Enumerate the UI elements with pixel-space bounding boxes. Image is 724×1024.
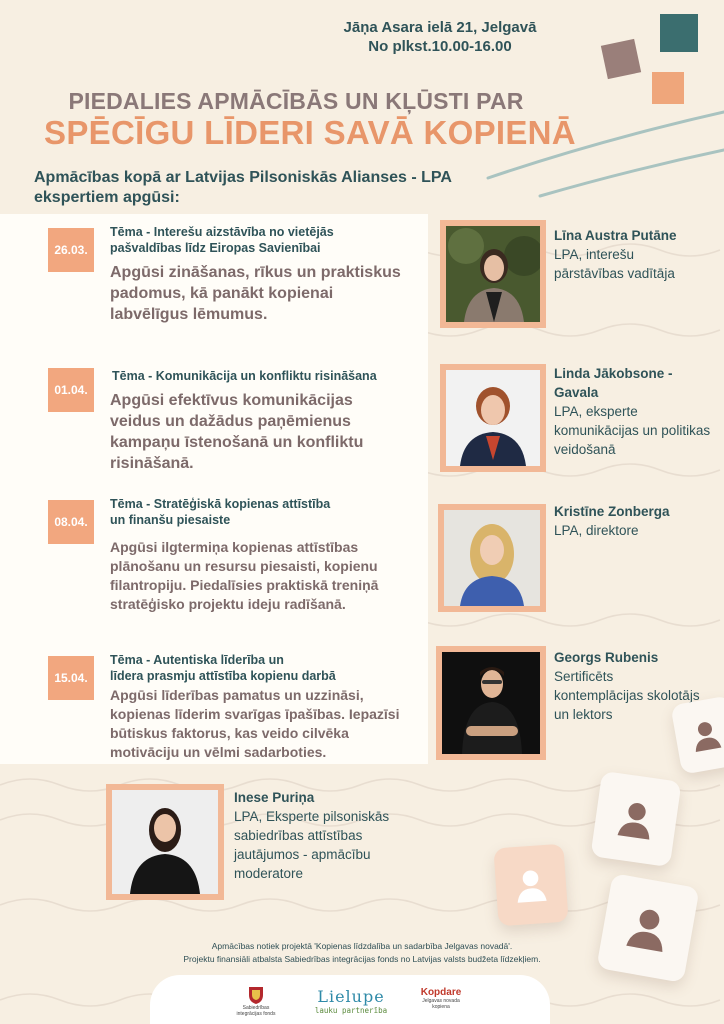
session-description-line: būtiskus faktorus, kas veido cilvēka	[110, 725, 349, 741]
address-line: Jāņa Asara ielā 21, Jelgavā	[343, 19, 537, 36]
session-topic	[110, 496, 410, 528]
session-description-line: Apgūsi līderības pamatus un uzzināsi,	[110, 687, 364, 703]
session-description-line: veidus un dažādus paņēmienus	[110, 413, 351, 430]
session-topic	[110, 224, 410, 256]
person-name	[554, 364, 724, 402]
person-icon	[511, 865, 552, 906]
person-photo-frame	[106, 784, 224, 900]
session-date-badge: 26.03.	[48, 228, 94, 272]
person-role-line: sabiedrības attīstības	[234, 828, 363, 843]
decorative-person-cube	[493, 844, 568, 927]
kopdare-logo-subtext: Jelgavas novada kopiena	[422, 998, 460, 1010]
person-role-line: kontemplācijas skolotājs	[554, 688, 700, 703]
sif-logo-text: Sabiedrības integrācijas fonds	[236, 1005, 276, 1017]
session-description-line: Apgūsi ilgtermiņa kopienas attīstības	[110, 539, 359, 555]
session-description-line: stratēģisko projektu ideju radīšanā.	[110, 596, 346, 612]
decorative-person-cube	[596, 873, 699, 983]
session-topic-line: Tēma - Stratēģiskā kopienas attīstība	[110, 497, 331, 511]
person-role-line: moderatore	[234, 866, 304, 881]
person-icon	[686, 715, 724, 754]
person-silhouette-icon	[446, 370, 540, 466]
kopdare-logo-text: Kopdare	[420, 987, 462, 998]
footer-line: Apmācības notiek projektā 'Kopienas līdzdalība un sadarbība Jelgavas novadā'.	[211, 941, 513, 951]
person-role-line: veidošanā	[554, 442, 616, 457]
person-role	[554, 521, 724, 540]
person-role-line: pārstāvības vadītāja	[554, 266, 675, 281]
person-role-line: komunikācijas un politikas	[554, 423, 711, 438]
person-name: Georgs Rubenis	[554, 650, 659, 665]
person-photo-frame	[440, 364, 546, 472]
person-silhouette-icon	[442, 652, 540, 754]
session-date-badge: 01.04.	[48, 368, 94, 412]
person-role-line: LPA, interešu	[554, 247, 635, 262]
session-description-line: motivāciju un vēlmi sadarboties.	[110, 744, 327, 760]
person-role-line: LPA, direktore	[554, 523, 639, 538]
person-role-line: un lektors	[554, 707, 613, 722]
intro-line-2: ekspertiem apgūsi:	[34, 189, 180, 206]
person-photo-frame	[438, 504, 546, 612]
person-photo	[446, 370, 540, 466]
session-description-line: Apgūsi zināšanas, rīkus un praktiskus	[110, 264, 401, 281]
session-description-line: labvēlīgus lēmumus.	[110, 306, 268, 323]
person-silhouette-icon	[446, 226, 540, 322]
session-description	[110, 390, 410, 474]
footer-note	[100, 940, 624, 966]
person-role-line: LPA, eksperte	[554, 404, 638, 419]
lielupe-logo-subtext: lauku partnerība	[314, 1006, 388, 1015]
session-description-line: kopienas līderim svarīgas īpašības. Iepazīsi	[110, 706, 400, 722]
person-silhouette-icon	[112, 790, 218, 894]
person-role-line: Sertificēts	[554, 669, 614, 684]
headline-main: SPĒCĪGU LĪDERI SAVĀ KOPIENĀ	[44, 114, 576, 151]
person-name: Līna Austra Putāne	[554, 228, 677, 243]
session-topic-line: Tēma - Komunikācija un konfliktu risināšana	[112, 369, 377, 383]
session-description	[110, 262, 430, 325]
person-role	[554, 402, 724, 459]
person-name-line: Gavala	[554, 385, 599, 400]
headline-top: PIEDALIES APMĀCĪBĀS UN KĻŪSTI PAR	[68, 88, 524, 114]
person-role-line: jautājumos - apmācību	[234, 847, 371, 862]
person-photo-frame	[440, 220, 546, 328]
person-photo	[112, 790, 218, 894]
session-date-badge: 15.04.	[48, 656, 94, 700]
decorative-square-teal	[660, 14, 698, 52]
person-photo	[444, 510, 540, 606]
person-photo	[446, 226, 540, 322]
session-topic-line: Tēma - Autentiska līderība un	[110, 653, 284, 667]
session-description	[110, 686, 426, 762]
person-role	[234, 807, 424, 883]
decorative-square-mauve	[601, 39, 641, 79]
session-description-line: filantropiju. Piedalīsies praktiskā treniņā	[110, 577, 379, 593]
footer-line: Projektu finansiāli atbalsta Sabiedrības integrācijas fonds no Latvijas valsts budžeta līdzekļiem.	[183, 954, 541, 964]
session-description-line: kampaņu īstenošanā un konfliktu	[110, 434, 364, 451]
session-topic	[110, 652, 410, 684]
decorative-person-cube	[590, 771, 681, 867]
time-line: No plkst.10.00-16.00	[368, 38, 512, 55]
person-role	[554, 245, 724, 283]
sif-logo	[236, 985, 276, 1017]
decorative-square-orange	[652, 72, 684, 104]
session-description-line: plānošanu un resursu piesaisti, kopienu	[110, 558, 378, 574]
session-topic-line: un finanšu piesaiste	[110, 513, 231, 527]
person-name: Inese Puriņa	[234, 790, 315, 805]
intro-line-1: Apmācības kopā ar Latvijas Pilsoniskās Alianses - LPA	[34, 169, 452, 186]
kopdare-logo	[416, 987, 466, 1010]
session-date-badge: 08.04.	[48, 500, 94, 544]
intro-text	[34, 168, 554, 208]
session-description-line: risināšanā.	[110, 455, 194, 472]
session-description	[110, 538, 420, 614]
session-topic-line: līdera prasmju attīstība kopienu darbā	[110, 669, 336, 683]
person-icon	[612, 795, 659, 842]
lielupe-logo	[306, 987, 396, 1015]
person-icon	[620, 900, 676, 956]
person-name: Kristīne Zonberga	[554, 504, 670, 519]
session-description-line: padomus, kā panākt kopienai	[110, 285, 334, 302]
person-photo-frame	[436, 646, 546, 760]
session-topic-line: pašvaldības līdz Eiropas Savienībai	[110, 241, 321, 255]
person-silhouette-icon	[444, 510, 540, 606]
partner-logos	[150, 975, 550, 1024]
person-role-line: LPA, Eksperte pilsoniskās	[234, 809, 390, 824]
person-name-line: Linda Jākobsone -	[554, 366, 673, 381]
session-topic-line: Tēma - Interešu aizstāvība no vietējās	[110, 225, 334, 239]
session-description-line: Apgūsi efektīvus komunikācijas	[110, 392, 353, 409]
coat-of-arms-icon	[247, 985, 265, 1005]
event-address	[340, 18, 540, 56]
lielupe-logo-text: Lielupe	[317, 987, 385, 1006]
person-photo	[442, 652, 540, 754]
session-topic	[112, 368, 412, 384]
